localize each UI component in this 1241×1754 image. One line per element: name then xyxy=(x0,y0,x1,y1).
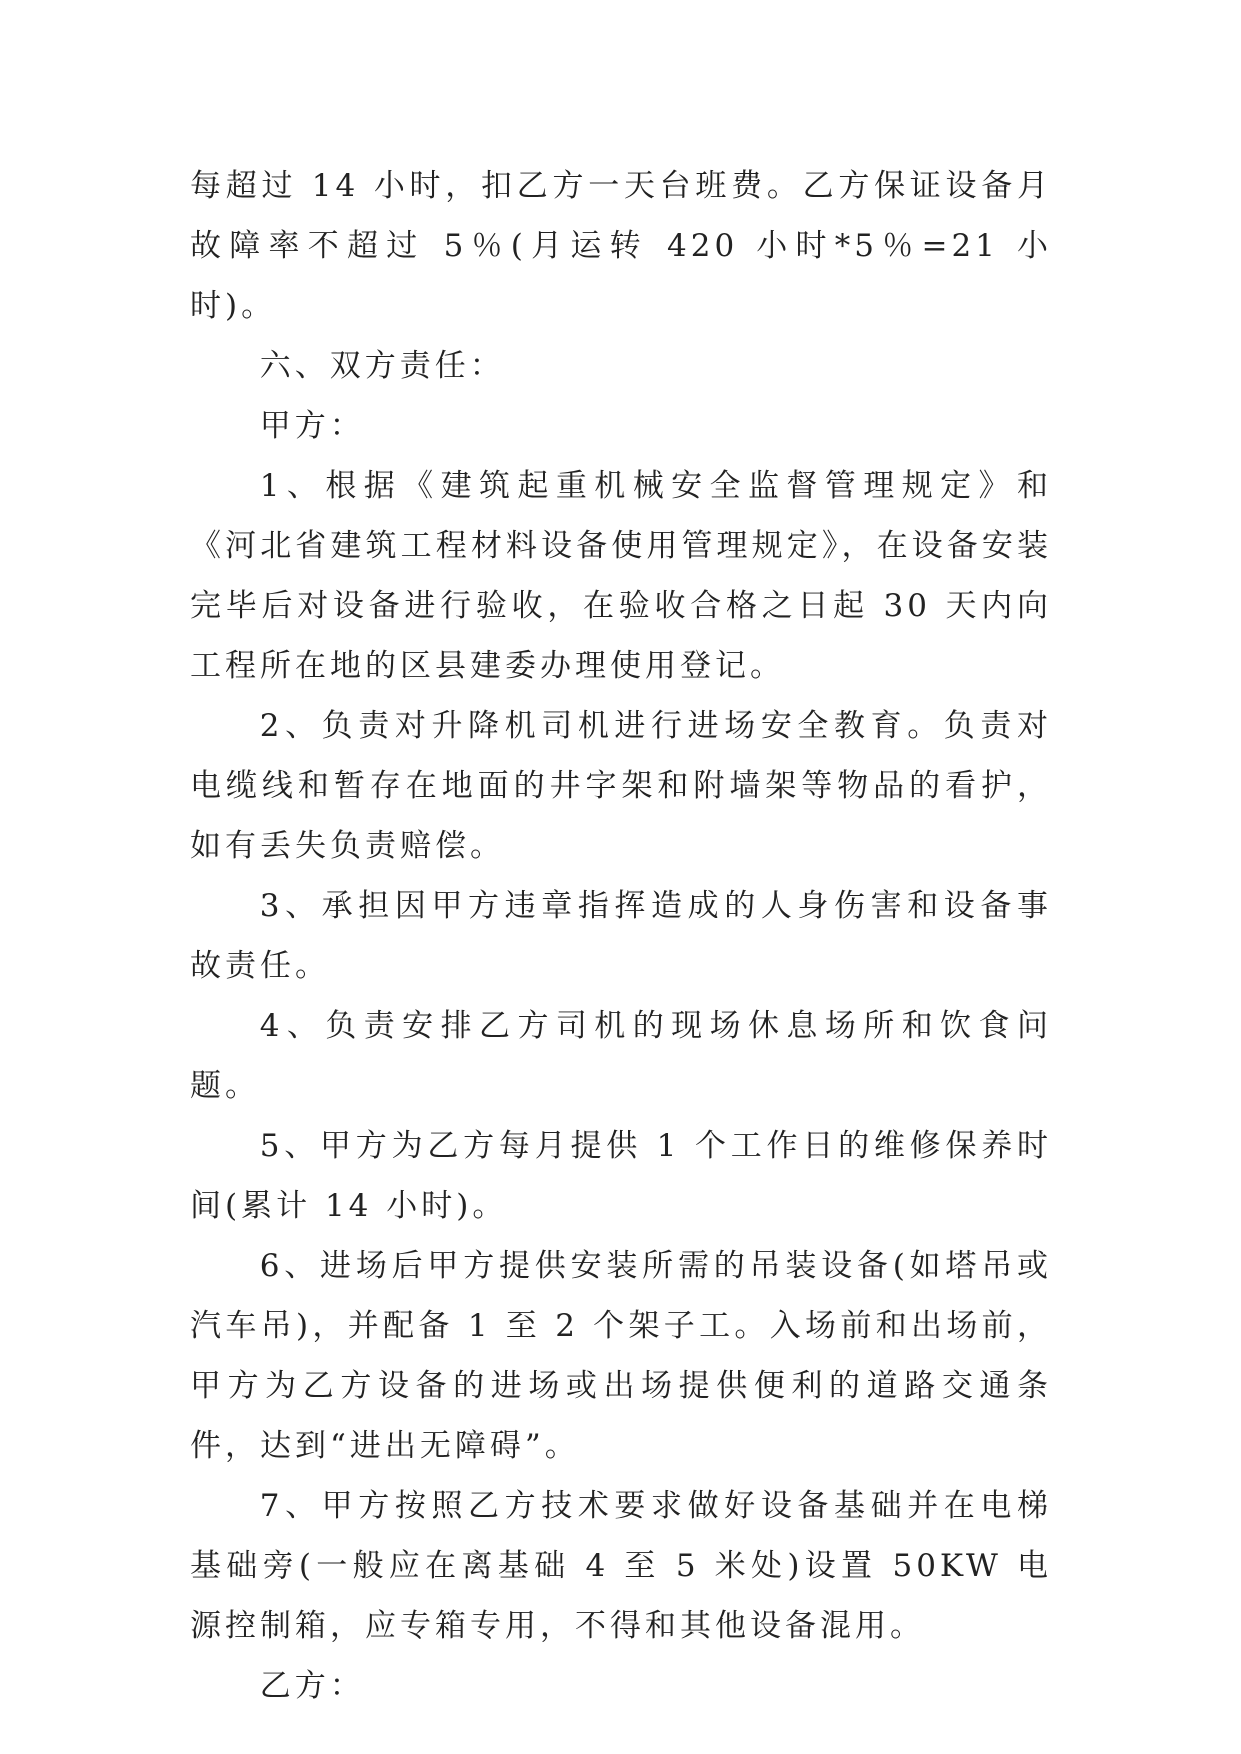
section-heading-responsibilities: 六、双方责任： xyxy=(259,348,505,384)
party-a-clause-4: 4、负责安排乙方司机的现场休息场所和饮食问题。 xyxy=(190,1008,1052,1104)
party-b-heading: 乙方： xyxy=(259,1668,365,1704)
party-a-clause-5: 5、甲方为乙方每月提供 1 个工作日的维修保养时间(累计 14 小时)。 xyxy=(190,1128,1052,1224)
party-a-heading: 甲方： xyxy=(259,408,365,444)
document-body xyxy=(190,156,1052,1716)
party-a-clause-1: 1、根据《建筑起重机械安全监督管理规定》和《河北省建筑工程材料设备使用管理规定》，在设备安装完毕后对设备进行验收，在验收合格之日起 30 天内向工程所在地的区县建委办理使用登记。 xyxy=(190,468,1052,684)
party-a-clause-3: 3、承担因甲方违章指挥造成的人身伤害和设备事故责任。 xyxy=(190,888,1052,984)
party-a-clause-7: 7、甲方按照乙方技术要求做好设备基础并在电梯基础旁(一般应在离基础 4 至 5 米处)设置 50KW 电源控制箱，应专箱专用，不得和其他设备混用。 xyxy=(190,1488,1052,1644)
paragraph-continuation: 每超过 14 小时，扣乙方一天台班费。乙方保证设备月故障率不超过 5％(月运转 420 小时*5％=21 小时)。 xyxy=(190,168,1052,324)
party-a-clause-2: 2、负责对升降机司机进行进场安全教育。负责对电缆线和暂存在地面的井字架和附墙架等物品的看护，如有丢失负责赔偿。 xyxy=(190,708,1052,864)
party-a-clause-6: 6、进场后甲方提供安装所需的吊装设备(如塔吊或汽车吊)，并配备 1 至 2 个架子工。入场前和出场前，甲方为乙方设备的进场或出场提供便利的道路交通条件，达到“进出无障碍”。 xyxy=(190,1248,1052,1464)
